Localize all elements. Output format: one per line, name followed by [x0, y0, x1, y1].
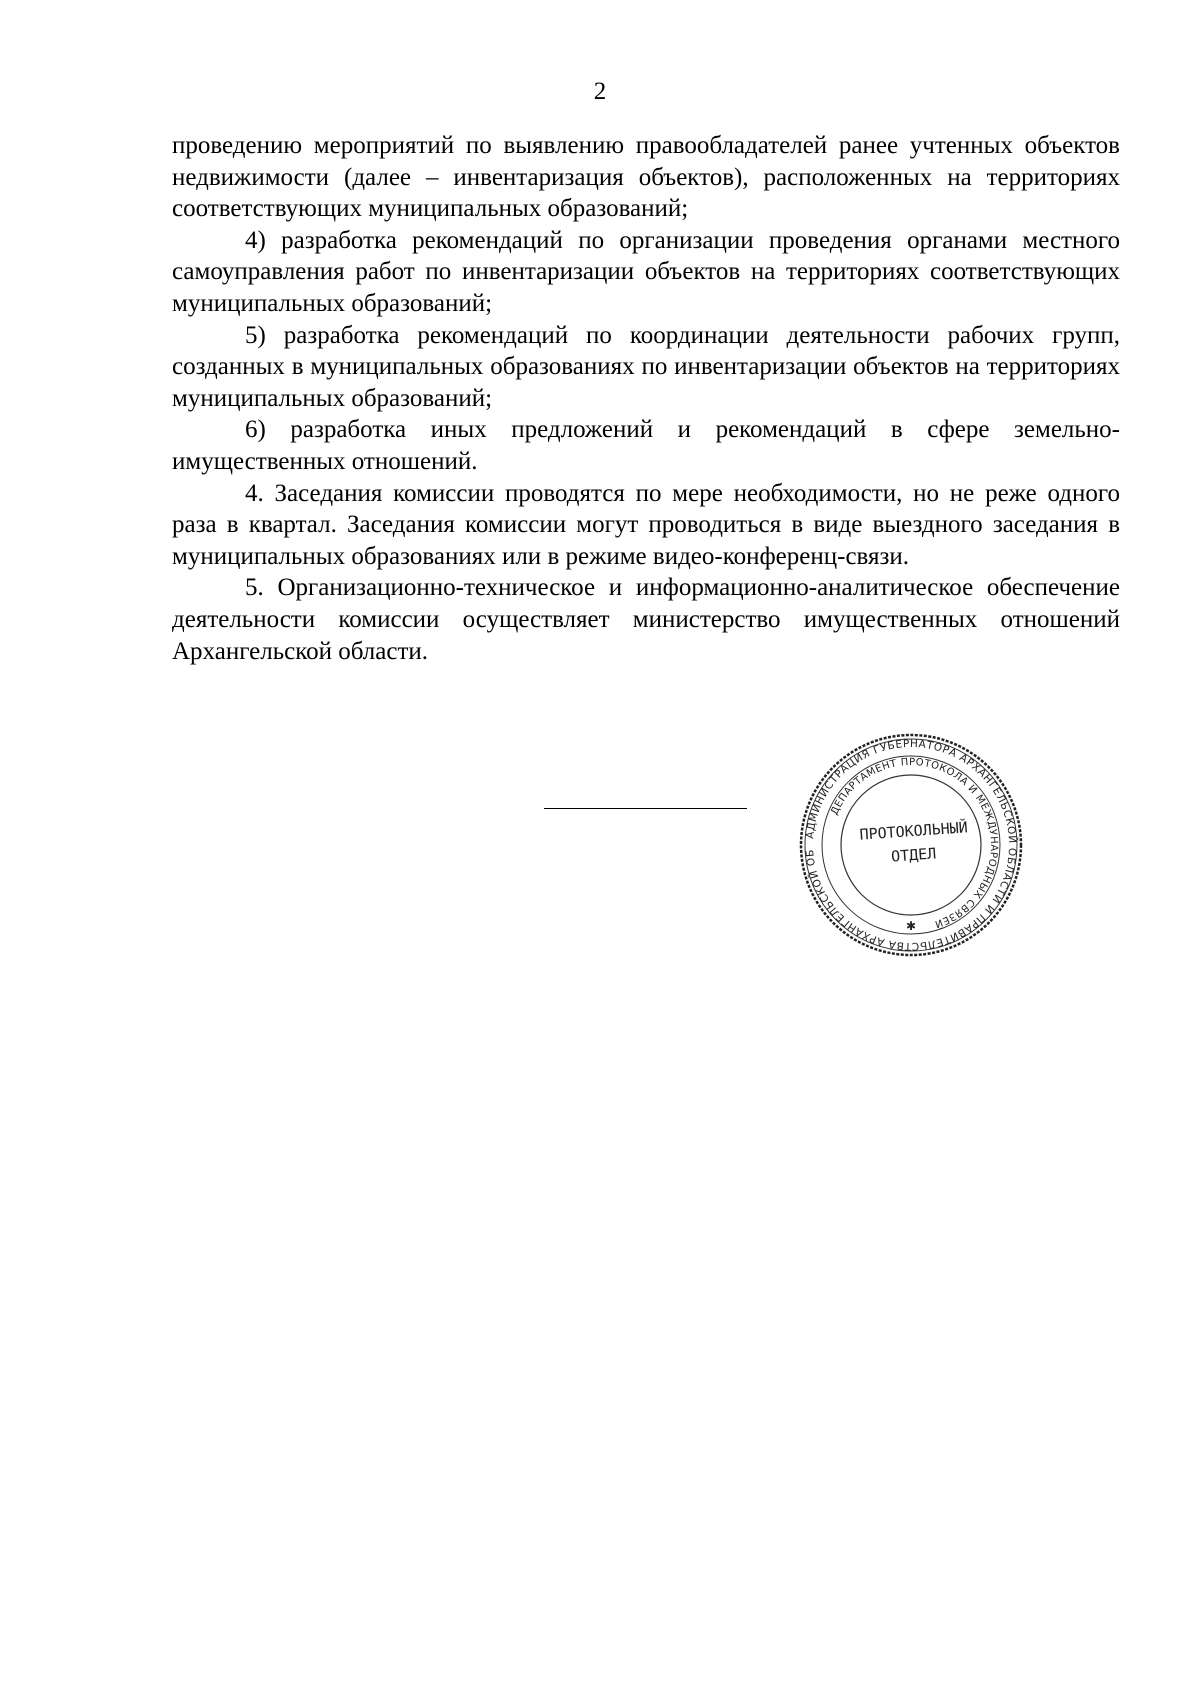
seal-outer-text: АДМИНИСТРАЦИЯ ГУБЕРНАТОРА АРХАНГЕЛЬСКОЙ ОБЛАСТИ И ПРАВИТЕЛЬСТВА АРХАНГЕЛЬСКОЙ ОБ	[804, 737, 1019, 953]
paragraph: 5. Организационно-техническое и информационно-аналитическое обеспечение деятельности комиссии осуществляет министерство имущественных отношений Архангельской области.	[172, 574, 1120, 665]
seal-center-line1: ПРОТОКОЛЬНЫЙ	[858, 818, 969, 844]
seal-star-icon: ✱	[905, 919, 917, 933]
official-seal-stamp	[796, 730, 1026, 960]
paragraph: 4) разработка рекомендаций по организации проведения органами местного самоуправления работ по инвентаризации объектов на территориях соответствующих муниципальных образований;	[172, 226, 1120, 317]
seal-center-line2: ОТДЕЛ	[890, 844, 937, 866]
seal-inner-text: ДЕПАРТАМЕНТ ПРОТОКОЛА И МЕЖДУНАРОДНЫХ СВЯЗЕЙ	[829, 756, 1000, 930]
paragraph: 6) разработка иных предложений и рекомендаций в сфере земельно-имущественных отношений.	[172, 416, 1120, 475]
paragraph: 5) разработка рекомендаций по координации деятельности рабочих групп, созданных в муниципальных образованиях по инвентаризации объектов на территориях муниципальных образований;	[172, 321, 1120, 412]
paragraph: проведению мероприятий по выявлению правообладателей ранее учтенных объектов недвижимости (далее – инвентаризация объектов), расположенных на территориях соответствующих муниципальных образований;	[172, 132, 1120, 223]
document-body	[172, 130, 1120, 667]
paragraph: 4. Заседания комиссии проводятся по мере необходимости, но не реже одного раза в квартал. Заседания комиссии могут проводиться в виде выездного заседания в муниципальных образованиях или в режиме видео-конференц-связи.	[172, 479, 1120, 570]
svg-text:ДЕПАРТАМЕНТ ПРОТОКОЛА И МЕЖДУН	[829, 757, 999, 931]
seal-graphic	[796, 730, 1026, 960]
closing-rule	[544, 808, 747, 809]
page-number: 2	[593, 78, 607, 105]
